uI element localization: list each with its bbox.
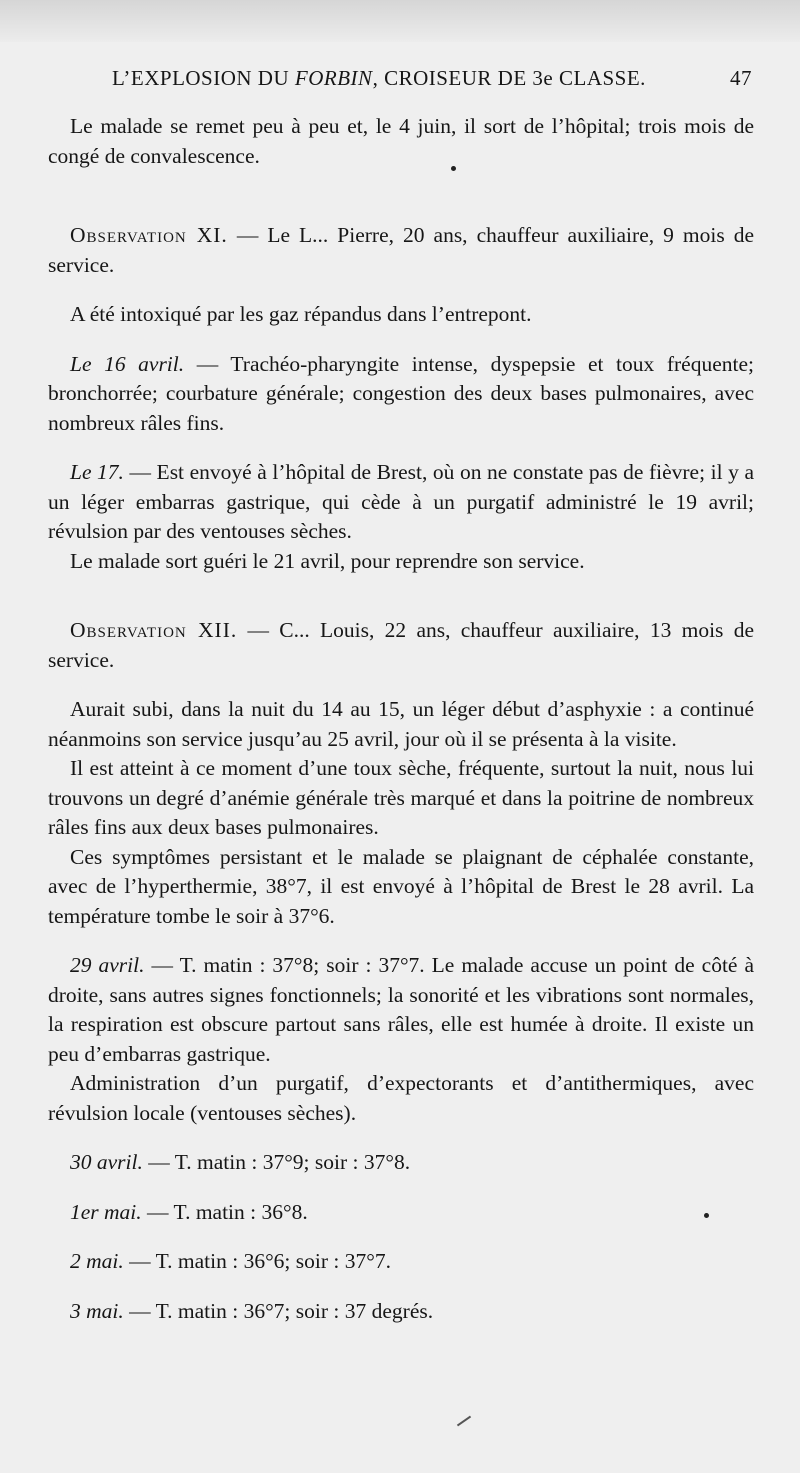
- dated-entry: Le 17. — Est envoyé à l’hôpital de Brest, où on ne constate pas de fièvre; il y a un léger embarras gastrique, qui cède à un purgatif administré le 19 avril; révulsion par des ventouses sèches.: [48, 460, 754, 543]
- paragraph-convalescence: [48, 112, 754, 171]
- running-header: [112, 62, 752, 98]
- paragraph: Ces symptômes persistant et le malade se plaignant de céphalée constante, avec de l’hyperthermie, 38°7, il est envoyé à l’hôpital de Brest le 28 avril. La température tombe le soir à 37°6.: [48, 844, 754, 928]
- dated-entry: 3 mai. — T. matin : 36°7; soir : 37 degrés.: [70, 1298, 434, 1323]
- paragraph: Administration d’un purgatif, d’expectorants et d’antithermiques, avec révulsion locale (ventouses sèches).: [48, 1071, 754, 1125]
- dated-entry: 30 avril. — T. matin : 37°9; soir : 37°8.: [70, 1150, 411, 1174]
- page-number: 47: [730, 66, 752, 90]
- pencil-mark: [457, 1416, 471, 1427]
- paragraph: A été intoxiqué par les gaz répandus dans l’entrepont.: [70, 302, 532, 326]
- dated-entry: 29 avril. — T. matin : 37°8; soir : 37°7. Le malade accuse un point de côté à droite, sans autres signes fonctionnels; la sonorité et les vibrations sont normales, la respiration est obscure partout sans râles, elle est humée à droite. Il existe un peu d’embarras gastrique.: [48, 953, 755, 1066]
- dated-entry: 1er mai. — T. matin : 36°8.: [70, 1199, 308, 1224]
- paragraph: Aurait subi, dans la nuit du 14 au 15, un léger début d’asphyxie : a continué néanmoins son service jusqu’au 25 avril, jour où il se présenta à la visite.: [48, 697, 754, 751]
- paragraph: Le malade se remet peu à peu et, le 4 juin, il sort de l’hôpital; trois mois de congé de convalescence.: [48, 114, 754, 168]
- scan-edge: [0, 0, 800, 42]
- observation-heading: Observation XII. — C... Louis, 22 ans, chauffeur auxiliaire, 13 mois de service.: [48, 618, 754, 672]
- observation-xii: [48, 596, 754, 1326]
- observation-heading: Observation XI. — Le L... Pierre, 20 ans, chauffeur auxiliaire, 9 mois de service.: [48, 223, 755, 277]
- dated-entry: Le 16 avril. — Trachéo-pharyngite intense, dyspepsie et toux fréquente; bronchorrée; courbature générale; congestion des deux bases pulmonaires, avec nombreux râles fins.: [48, 351, 754, 435]
- paragraph: Il est atteint à ce moment d’une toux sèche, fréquente, surtout la nuit, nous lui trouvons un degré d’anémie générale très marqué et dans la poitrine de nombreux râles fins aux deux bases pulmonaires.: [48, 756, 754, 839]
- ink-speck: [451, 166, 456, 171]
- observation-xi: [48, 201, 754, 576]
- dated-entry: 2 mai. — T. matin : 36°6; soir : 37°7.: [70, 1249, 391, 1273]
- paragraph: Le malade sort guéri le 21 avril, pour reprendre son service.: [70, 548, 585, 573]
- ink-speck: [704, 1213, 709, 1218]
- running-title: L’EXPLOSION DU FORBIN, CROISEUR DE 3e CLASSE.: [112, 66, 646, 90]
